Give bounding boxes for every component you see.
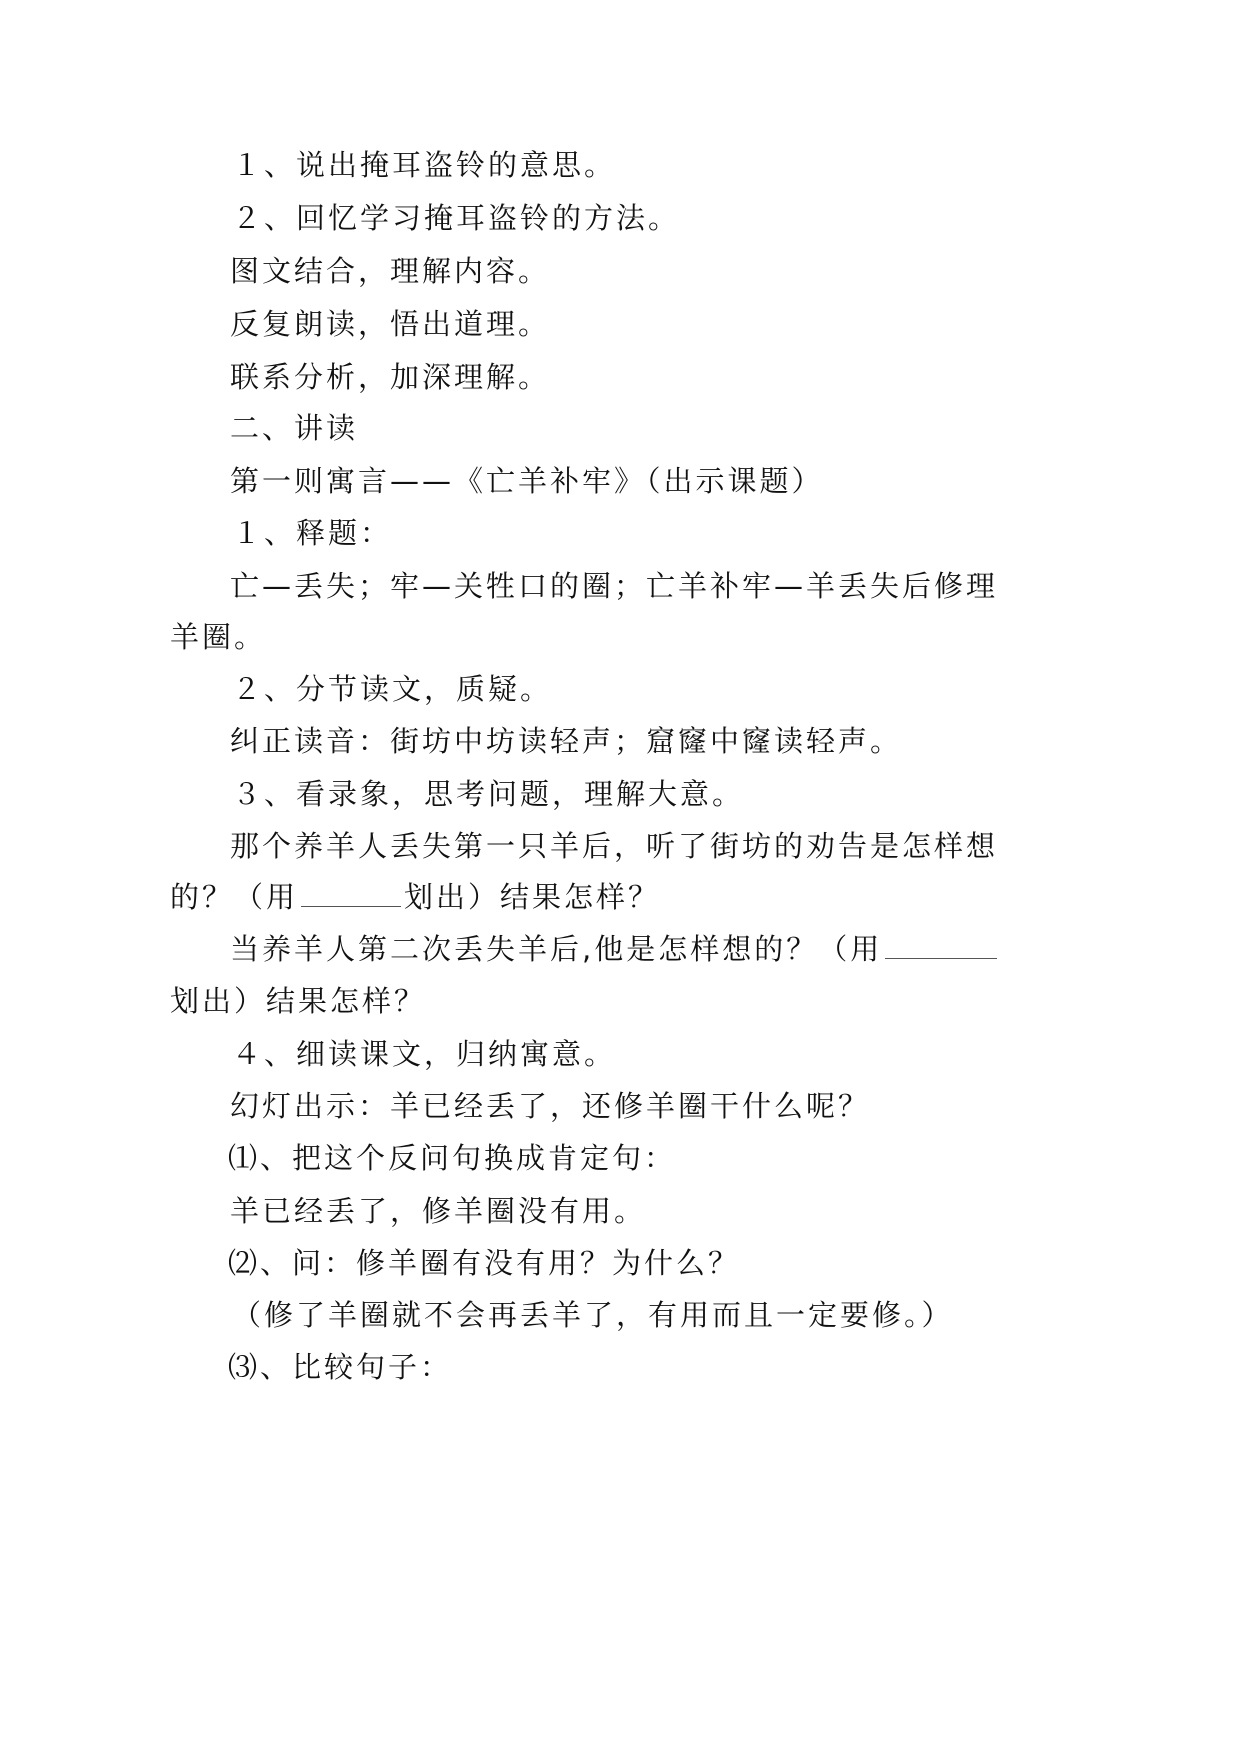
- text-line-1: １、说出掩耳盗铃的意思。: [232, 148, 617, 182]
- fill-blank-line: [885, 934, 997, 959]
- text-line-17: 划出）结果怎样？: [170, 984, 427, 1018]
- text-line-3: 图文结合，理解内容。: [230, 254, 551, 288]
- section-heading: 二、讲读: [230, 411, 359, 445]
- text-line-12: 纠正读音：街坊中坊读轻声；窟窿中窿读轻声。: [230, 724, 903, 758]
- text-line-23: （修了羊圈就不会再丢羊了，有用而且一定要修。）: [232, 1298, 954, 1332]
- text-line-5: 联系分析，加深理解。: [230, 360, 551, 394]
- text-line-4: 反复朗读，悟出道理。: [230, 307, 551, 341]
- text-line-20: ⑴、把这个反问句换成肯定句：: [228, 1141, 677, 1175]
- text-line-13: ３、看录象，思考问题，理解大意。: [232, 777, 745, 811]
- fill-blank-line: [301, 882, 401, 907]
- text-line-18: ４、细读课文，归纳寓意。: [232, 1037, 617, 1071]
- text-line-19: 幻灯出示：羊已经丢了，还修羊圈干什么呢？: [230, 1089, 871, 1123]
- text-line-15-suffix: 划出）结果怎样？: [404, 880, 661, 914]
- text-line-10: 羊圈。: [170, 620, 267, 654]
- text-line-16-text: 当养羊人第二次丢失羊后,他是怎样想的？（用: [230, 932, 883, 966]
- text-line-8: １、释题：: [232, 516, 393, 550]
- text-line-22: ⑵、问：修羊圈有没有用？为什么？: [228, 1246, 741, 1280]
- text-line-14: 那个养羊人丢失第一只羊后，听了街坊的劝告是怎样想: [230, 829, 999, 863]
- text-line-11: ２、分节读文，质疑。: [232, 672, 553, 706]
- text-line-9: 亡—丢失；牢—关牲口的圈；亡羊补牢—羊丢失后修理: [230, 569, 999, 603]
- fable-title-line: 第一则寓言——《亡羊补牢》（出示课题）: [230, 464, 824, 498]
- text-line-15-prefix: 的？（用: [170, 880, 299, 914]
- text-line-15: [170, 879, 660, 915]
- text-line-21: 羊已经丢了，修羊圈没有用。: [230, 1194, 647, 1228]
- text-line-2: ２、回忆学习掩耳盗铃的方法。: [232, 201, 681, 235]
- text-line-24: ⑶、比较句子：: [228, 1350, 453, 1384]
- text-line-16: [230, 931, 1000, 967]
